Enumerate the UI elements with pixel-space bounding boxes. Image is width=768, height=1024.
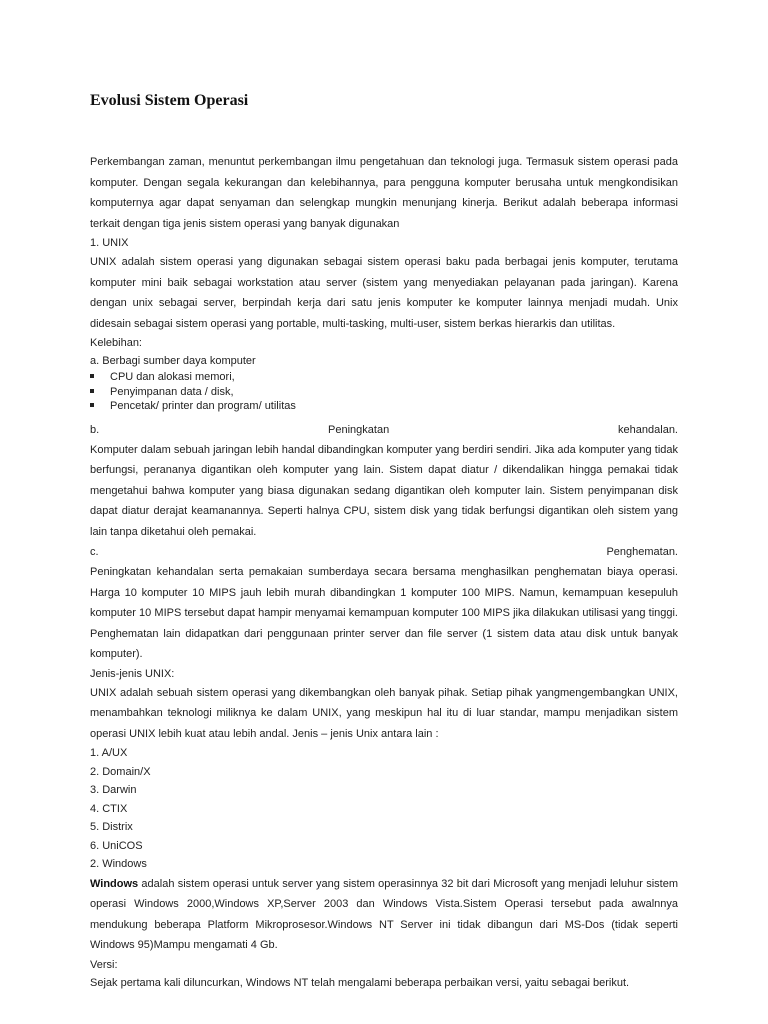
point-a: a. Berbagi sumber daya komputer <box>90 355 256 367</box>
point-b-letter: b. <box>90 423 100 436</box>
page-title: Evolusi Sistem Operasi <box>90 92 249 109</box>
list-item: Penyimpanan data / disk, <box>90 385 678 400</box>
point-c-paragraph: Peningkatan kehandalan serta pemakaian sumberdaya secara bersama menghasilkan penghematan biaya operasi. Harga 10 komputer 10 MIPS jauh lebih murah dibandingkan 1 komputer 100 MIPS. Namun, kemampuan kesepuluh komputer 10 MIPS tersebut dapat hampir menyamai kemampuan komputer 100 MIPS jika dilakukan utilisasi yang tinggi. Penghematan lain didapatkan dari penggunaan printer server dan file server (1 sistem data atau disk untuk banyak komputer). <box>90 566 678 660</box>
document-body <box>90 152 678 992</box>
point-c-word-1: Penghematan. <box>606 546 678 558</box>
point-b-paragraph: Komputer dalam sebuah jaringan lebih handal dibandingkan komputer yang berdiri sendiri. Jika ada komputer yang tidak berfungsi, perananya digantikan oleh komputer yang lain. Sistem dapat diatur / dikendalikan hingga pemakai tidak mengetahui bahwa komputer yang biasa digunakan sedang digantikan oleh komputer lain. Sistem penyimpanan disk dapat diatur derajat keamanannya. Seperti halnya CPU, sistem disk yang tidak berfungsi digantikan oleh sistem yang lain tanpa diketahui oleh pemakai. <box>90 443 678 538</box>
unix-heading: 1. UNIX <box>90 237 129 249</box>
list-item: 2. Domain/X <box>90 765 151 778</box>
list-item: 3. Darwin <box>90 784 137 796</box>
windows-description-text: adalah sistem operasi untuk server yang sistem operasinnya 32 bit dari Microsoft yang menjadi leluhur sistem operasi Windows 2000,Windows XP,Server 2003 dan Windows Vista.Sistem Operasi tersebut pada awalnnya mendukung beberapa Platform Mikroprosesor.Windows NT Server ini tidak dibangun dari MS-Dos (tidak seperti Windows 95)Mampu mengamati 4 Gb. <box>90 877 678 951</box>
list-item: 1. A/UX <box>90 747 128 759</box>
jenis-label: Jenis-jenis UNIX: <box>90 667 175 680</box>
versi-label: Versi: <box>90 958 118 971</box>
windows-heading: 2. Windows <box>90 858 147 870</box>
list-item: 5. Distrix <box>90 821 133 833</box>
list-item: 4. CTIX <box>90 802 128 815</box>
unix-description: UNIX adalah sistem operasi yang digunakan sebagai sistem operasi baku pada berbagai jenis komputer, terutama komputer mini baik sebagai workstation atau server (sistem yang menyediakan pelayanan pada jaringan). Karena dengan unix sebagai server, berpindah kerja dari satu jenis komputer ke komputer lainnya menjadi mudah. Unix didesain sebagai sistem operasi yang portable, multi-tasking, multi-user, sistem berkas hierarkis dan utilitas. <box>90 256 678 330</box>
list-item: CPU dan alokasi memori, <box>90 370 678 385</box>
windows-description <box>90 874 678 956</box>
point-b-word-1: Peningkatan <box>328 423 390 436</box>
list-item: Pencetak/ printer dan program/ utilitas <box>90 399 678 414</box>
versi-paragraph: Sejak pertama kali diluncurkan, Windows NT telah mengalami beberapa perbaikan versi, yaitu sebagai berikut. <box>90 976 630 989</box>
jenis-paragraph: UNIX adalah sebuah sistem operasi yang dikembangkan oleh banyak pihak. Setiap pihak yangmengembangkan UNIX, menambahkan teknologi miliknya ke dalam UNIX, yang meskipun hal itu di luar standar, mampu menjadikan sistem operasi UNIX lebih kuat atau lebih andal. Jenis – jenis Unix antara lain : <box>90 686 678 740</box>
kelebihan-label: Kelebihan: <box>90 337 142 349</box>
intro-paragraph: Perkembangan zaman, menuntut perkembangan ilmu pengetahuan dan teknologi juga. Termasuk sistem operasi pada komputer. Dengan segala kekurangan dan kelebihannya, para pengguna komputer berusaha untuk mengkondisikan komputernya agar dapat senyaman dan selengkap mungkin menunjang kinerja. Berikut adalah beberapa informasi terkait dengan tiga jenis sistem operasi yang banyak digunakan <box>90 156 678 230</box>
point-b-heading <box>90 420 678 440</box>
point-c-letter: c. <box>90 546 99 558</box>
unix-types-list <box>90 744 678 874</box>
point-c-heading <box>90 542 678 562</box>
windows-bold-word: Windows <box>90 877 139 890</box>
resource-bullet-list <box>90 370 678 414</box>
list-item: 6. UniCOS <box>90 839 143 852</box>
point-b-word-2: kehandalan. <box>618 423 678 436</box>
